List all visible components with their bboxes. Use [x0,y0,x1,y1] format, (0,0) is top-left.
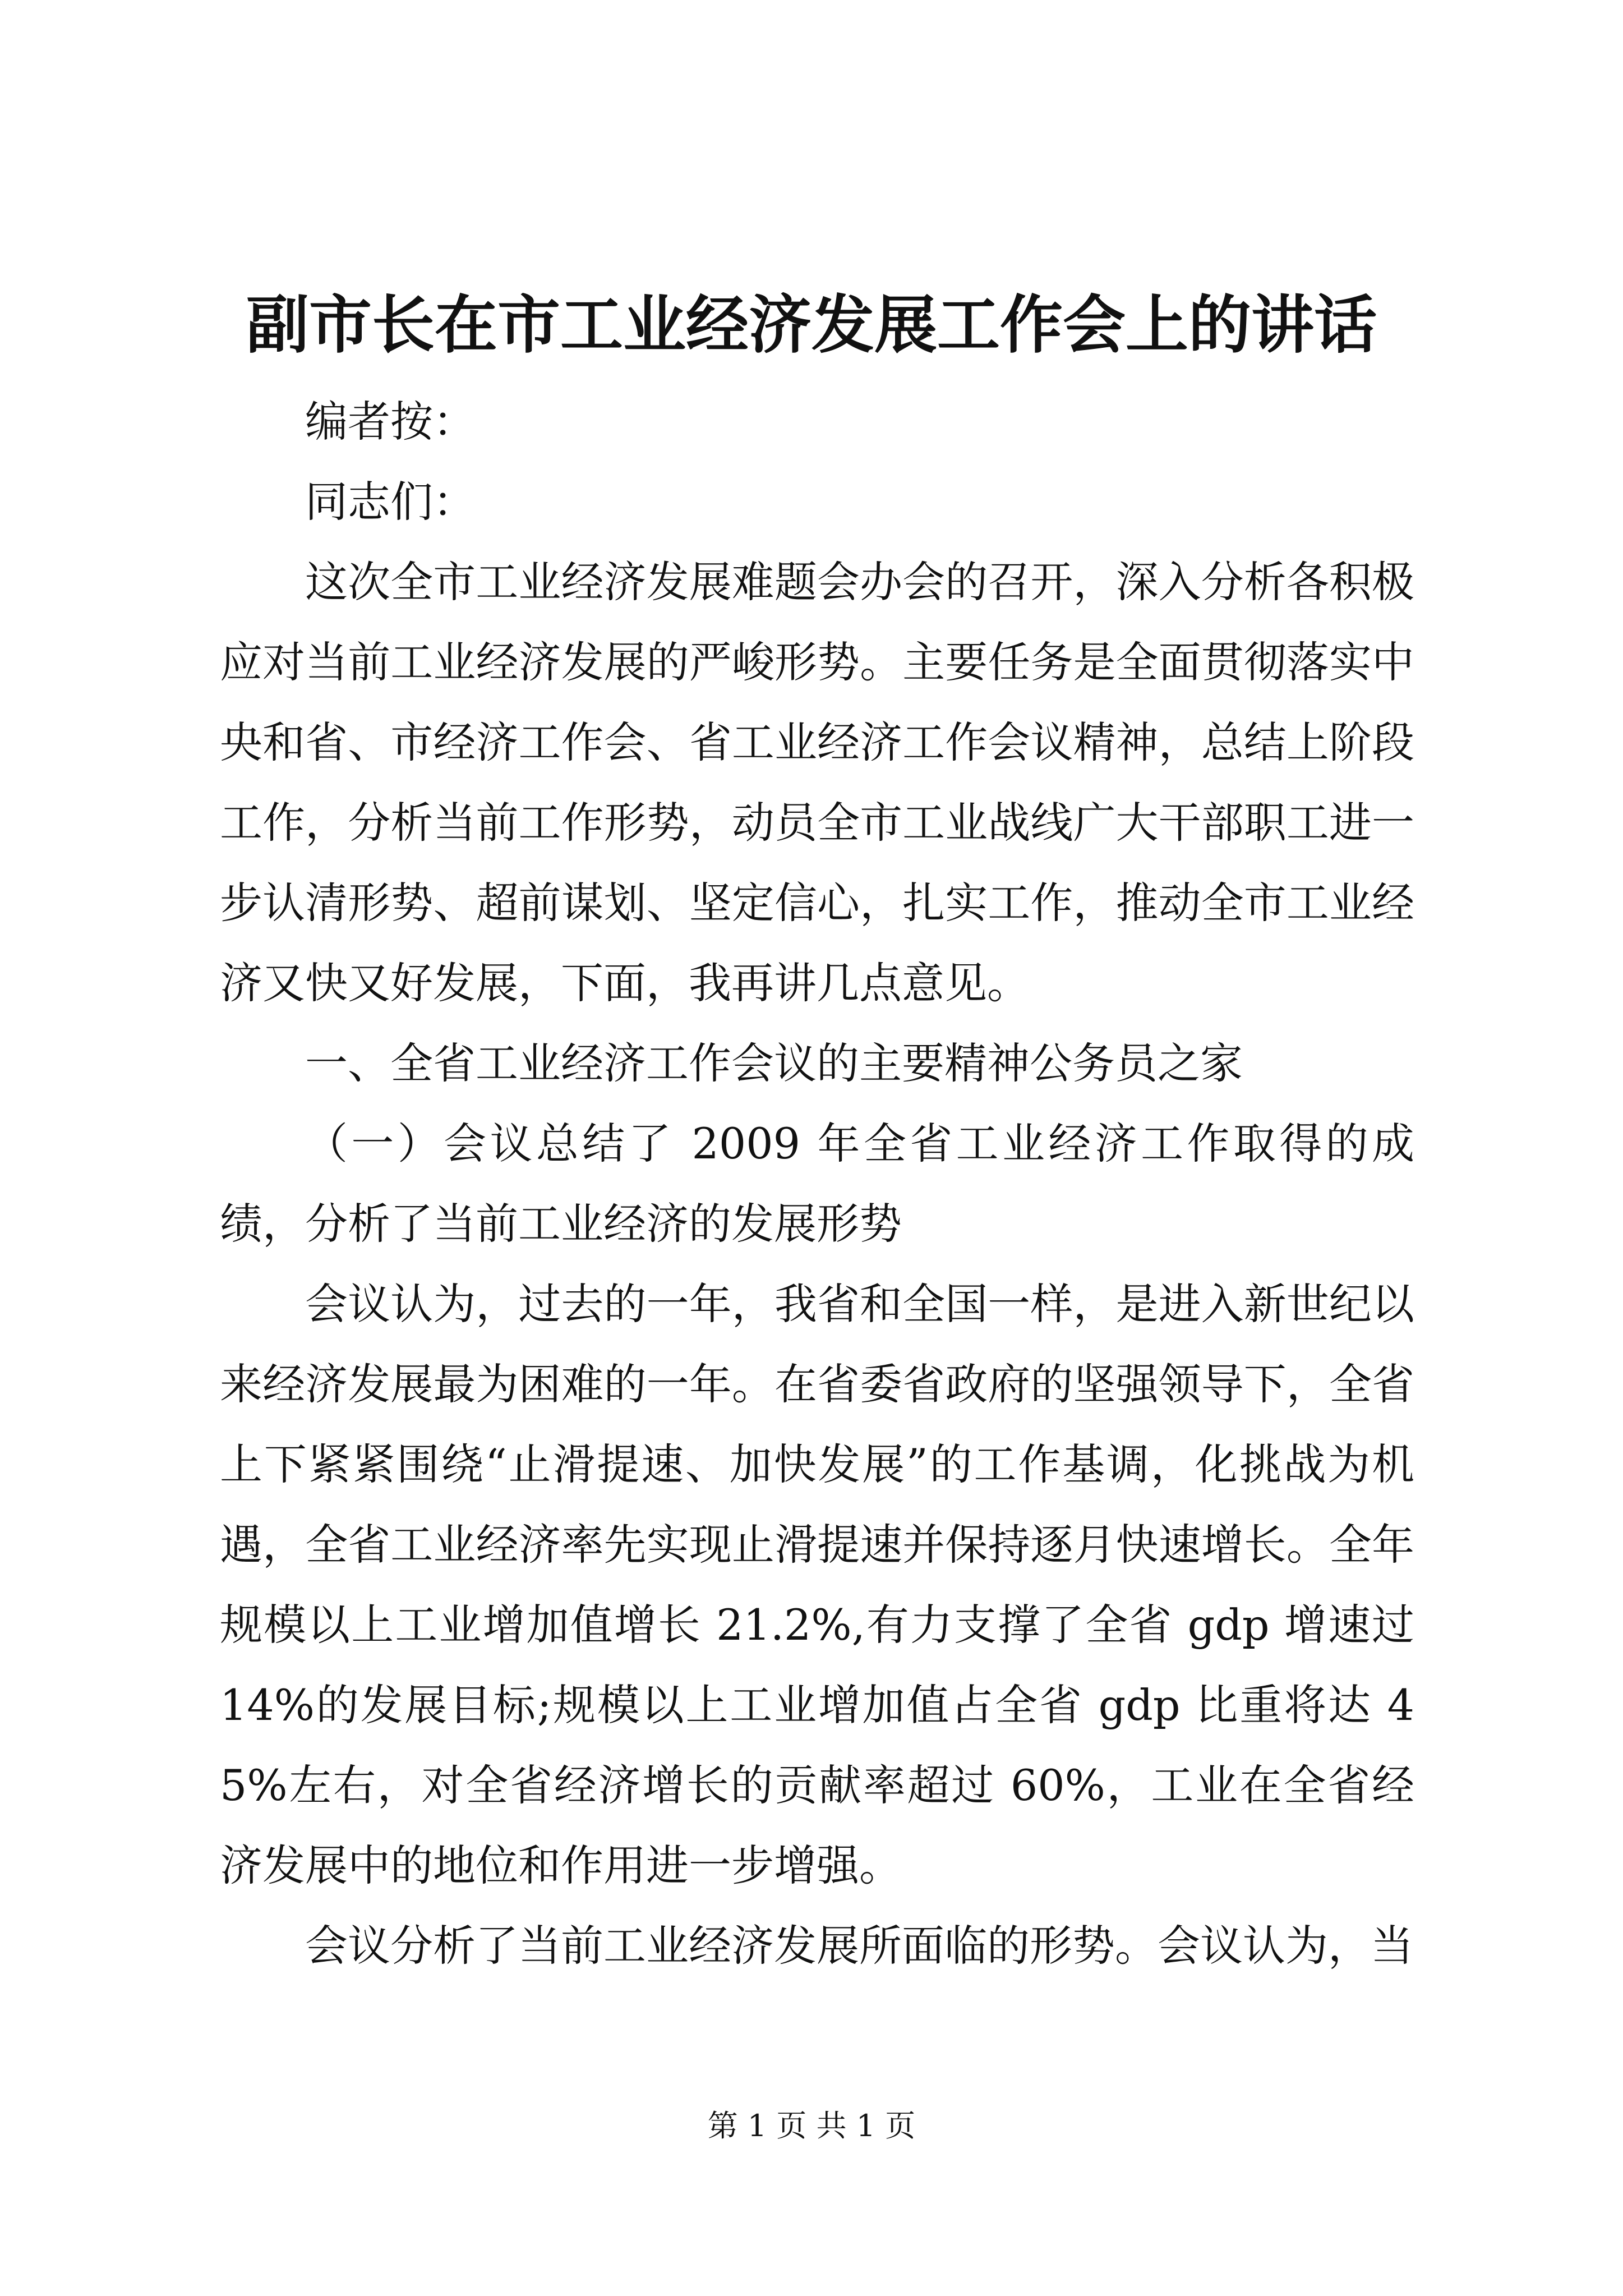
document-title: 副市长在市工业经济发展工作会上的讲话 [246,288,1377,362]
subsection-heading-1: （一）会议总结了 2009 年全省工业经济工作取得的成绩，分析了当前工业经济的发展形势 [220,1119,1414,1249]
paragraph-editor-note: 编者按： [305,397,476,447]
paragraph-intro: 这次全市工业经济发展难题会办会的召开，深入分析各积极应对当前工业经济发展的严峻形势。主要任务是全面贯彻落实中央和省、市经济工作会、省工业经济工作会议精神，总结上阶段工作，分析当前工作形势，动员全市工业战线广大干部职工进一步认清形势、超前谋划、坚定信心，扎实工作，推动全市工业经济又快又好发展，下面，我再讲几点意见。 [220,557,1414,1008]
paragraph-salutation: 同志们： [305,477,476,527]
page-footer: 第 1 页 共 1 页 [707,2108,916,2143]
paragraph-meeting-analysis: 会议分析了当前工业经济发展所面临的形势。会议认为，当 [305,1921,1413,1971]
section-heading-1: 一、全省工业经济工作会议的主要精神公务员之家 [305,1038,1243,1088]
document-body [220,381,1414,1986]
paragraph-meeting-review: 会议认为，过去的一年，我省和全国一样，是进入新世纪以来经济发展最为困难的一年。在省委省政府的坚强领导下，全省上下紧紧围绕“止滑提速、加快发展”的工作基调，化挑战为机遇，全省工业经济率先实现止滑提速并保持逐月快速增长。全年规模以上工业增加值增长 21.2%,有力支撑了全省 gdp 增速过 14%的发展目标;规模以上工业增加值占全省 gdp 比重将达 45%左右，对全省经济增长的贡献率超过 60%，工业在全省经济发展中的地位和作用进一步增强。 [220,1279,1414,1890]
